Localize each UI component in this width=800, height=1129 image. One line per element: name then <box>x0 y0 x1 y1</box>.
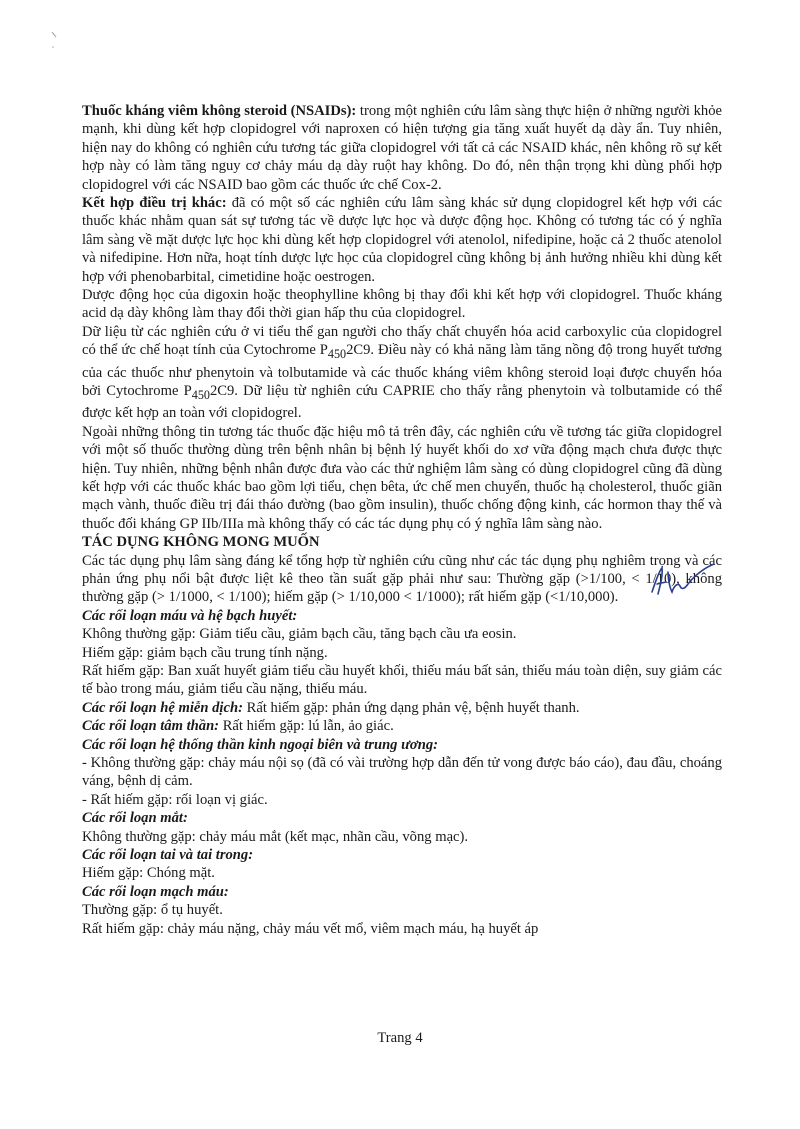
blood-line: Hiếm gặp: giảm bạch cầu trung tính nặng. <box>82 644 328 661</box>
vascular-disorders-heading: Các rối loạn mạch máu: <box>82 883 229 900</box>
cyp-subscript-2: 450 <box>191 387 210 402</box>
blood-line: Rất hiếm gặp: Ban xuất huyết giảm tiểu cầu huyết khối, thiếu máu bất sản, thiếu máu toàn diện, suy giảm các tế bào trong máu, giảm tiểu cầu nặng, thiếu máu. <box>82 663 722 698</box>
page-number: Trang 4 <box>377 1030 423 1046</box>
in-vitro-text-3: 2C9. Dữ liệu từ nghiên cứu CAPRIE cho thấy rằng phenytoin và tolbutamide có thể được kết hợp an toàn với clopidogrel. <box>82 383 723 422</box>
adverse-intro: Các tác dụng phụ lâm sàng đáng kể tổng hợp từ nghiên cứu cũng như các tác dụng phụ nghiêm trọng và các phản ứng phụ nổi bật được liệt kê theo tần suất gặp phải như sau: Thường gặp (>1/100, < 1/10), không thường gặp (> 1/1000, < 1/100); hiếm gặp (> 1/10,000 < 1/1000); rất hiếm gặp (<1/10,000). <box>82 552 722 606</box>
psychiatric-disorders <box>82 717 722 735</box>
nervous-disorders-heading: Các rối loạn hệ thống thần kinh ngoại biên và trung ương: <box>82 736 438 753</box>
eye-disorders-heading: Các rối loạn mắt: <box>82 810 188 827</box>
nervous-line: - Không thường gặp: chảy máu nội sọ (đã có vài trường hợp dẫn đến tử vong được báo cáo), đau đầu, choáng váng, bệnh dị cảm. <box>82 755 722 790</box>
in-vitro-text-2: 2C9. Điều này có khả năng làm tăng nồng độ trong huyết tương của các thuốc như phenytoin và tolbutamide và các thuốc kháng viêm không steroid loại được chuyển hóa bởi Cytochrome P <box>82 342 722 399</box>
immune-heading: Các rối loạn hệ miễn dịch: <box>82 699 243 716</box>
paragraph-nsaids <box>82 102 722 194</box>
ear-line: Hiếm gặp: Chóng mặt. <box>82 865 215 882</box>
document-body <box>82 102 722 938</box>
other-combination-text: đã có một số các nghiên cứu lâm sàng khác sử dụng clopidogrel kết hợp với các thuốc khác nhằm quan sát sự tương tác về dược lực học và dược động học. Không có tương tác có ý nghĩa lâm sàng về mặt dược lực học khi dùng kết hợp clopidogrel với atenolol, nifedipine, hoặc cả 2 thuốc atenolol và nifedipine. Hơn nữa, hoạt tính dược lực học của clopidogrel cũng không bị ảnh hưởng nhiều khi dùng kết hợp với phenobarbital, cimetidine hoặc oestrogen. <box>82 195 723 285</box>
paragraph-in-vitro <box>82 323 722 423</box>
paragraph-other-studies: Ngoài những thông tin tương tác thuốc đặc hiệu mô tả trên đây, các nghiên cứu về tương tác giữa clopidogrel với một số thuốc thường dùng trên bệnh nhân bị bệnh lý huyết khối do xơ vữa động mạch chưa được thực hiện. Tuy nhiên, những bệnh nhân được đưa vào các thử nghiệm lâm sàng có dùng clopidogrel cũng đã dùng kết hợp với các thuốc khác bao gồm lợi tiểu, chẹn bêta, ức chế men chuyển, thuốc hạ cholesterol, thuốc giãn mạch vành, thuốc điều trị đái tháo đường (bao gồm insulin), thuốc chống động kinh, các hormon thay thế và thuốc đối kháng GP IIb/IIIa mà không thấy có các tác dụng phụ có ý nghĩa lâm sàng nào. <box>82 423 722 532</box>
scan-speck <box>50 30 58 50</box>
psych-heading: Các rối loạn tâm thần: <box>82 718 220 735</box>
ear-disorders-heading: Các rối loạn tai và tai trong: <box>82 847 254 864</box>
vascular-line: Thường gặp: ổ tụ huyết. <box>82 902 223 919</box>
nsaids-heading: Thuốc kháng viêm không steroid (NSAIDs): <box>82 103 357 119</box>
paragraph-digoxin: Dược động học của digoxin hoặc theophylline không bị thay đổi khi kết hợp với clopidogrel. Thuốc kháng acid dạ dày không làm thay đổi thời gian hấp thu của clopidogrel. <box>82 287 722 322</box>
handwritten-signature <box>648 562 718 602</box>
paragraph-other-combination <box>82 194 722 286</box>
nervous-line: - Rất hiếm gặp: rối loạn vị giác. <box>82 791 268 808</box>
blood-disorders-heading: Các rối loạn máu và hệ bạch huyết: <box>82 607 298 624</box>
vascular-line: Rất hiếm gặp: chảy máu nặng, chảy máu vết mổ, viêm mạch máu, hạ huyết áp <box>82 920 539 937</box>
blood-line: Không thường gặp: Giảm tiểu cầu, giảm bạch cầu, tăng bạch cầu ưa eosin. <box>82 626 517 643</box>
psych-text: Rất hiếm gặp: lú lẫn, ảo giác. <box>219 718 394 735</box>
immune-text: Rất hiếm gặp: phản ứng dạng phản vệ, bệnh huyết thanh. <box>242 699 580 716</box>
other-combination-heading: Kết hợp điều trị khác: <box>82 195 227 212</box>
cyp-subscript-1: 450 <box>327 347 347 362</box>
nsaids-text: trong một nghiên cứu lâm sàng thực hiện ở những người khỏe mạnh, khi dùng kết hợp clopidogrel với naproxen có hiện tượng gia tăng xuất huyết dạ dày ẩn. Tuy nhiên, hiện nay do không có nghiên cứu tương tác giữa clopidogrel với tất cả các NSAID khác, nên không rõ sự kết hợp này có làm tăng nguy cơ chảy máu dạ dày ruột hay không. Do đó, nên thận trọng khi dùng phối hợp clopidogrel với các NSAID bao gồm các thuốc ức chế Cox-2. <box>82 103 722 193</box>
eye-line: Không thường gặp: chảy máu mắt (kết mạc, nhãn cầu, võng mạc). <box>82 828 469 845</box>
immune-disorders <box>82 699 722 717</box>
in-vitro-text-1: Dữ liệu từ các nghiên cứu ở vi tiểu thể gan người cho thấy chất chuyển hóa acid carboxylic của clopidogrel có thể ức chế hoạt tính của Cytochrome P <box>82 323 722 359</box>
section-title-adverse-effects: TÁC DỤNG KHÔNG MONG MUỐN <box>82 534 320 551</box>
